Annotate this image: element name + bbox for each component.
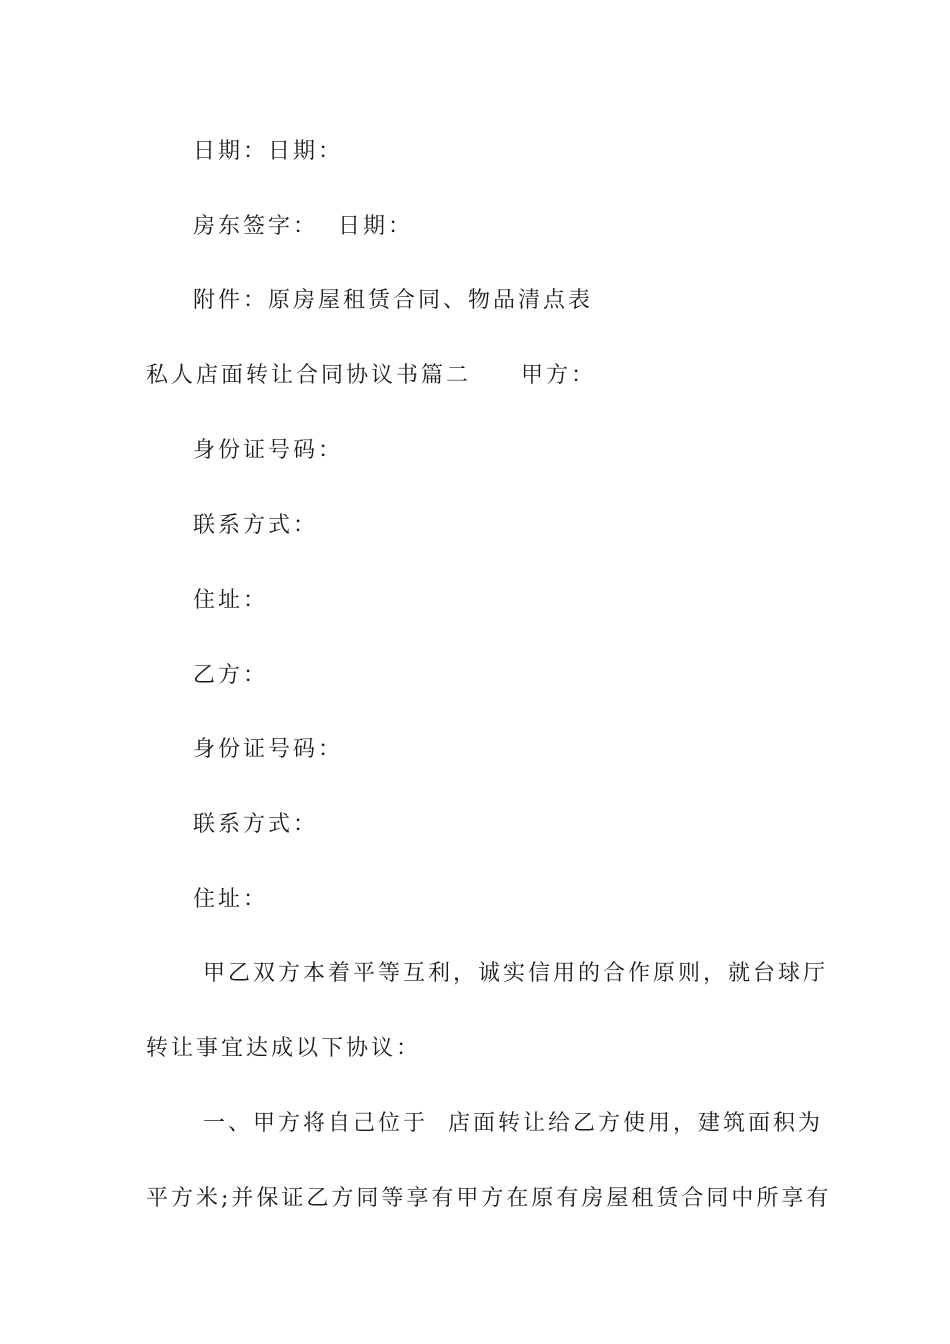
clause-one-line-1: 一、甲方将自己位于 店面转让给乙方使用，建筑面积为 — [193, 1111, 823, 1136]
party-b-contact-label: 联系方式： — [193, 812, 319, 837]
clause-one-line-2: 平方米;并保证乙方同等享有甲方在原有房屋租赁合同中所享有 — [146, 1186, 832, 1211]
agreement-intro-line-1: 甲乙双方本着平等互利，诚实信用的合作原则，就台球厅 — [193, 961, 828, 986]
attachment-line: 附件：原房屋租赁合同、物品清点表 — [193, 288, 594, 313]
landlord-signature-line: 房东签字： 日期： — [193, 214, 413, 239]
party-a-id-label: 身份证号码： — [193, 438, 344, 463]
party-a-contact-label: 联系方式： — [193, 513, 319, 538]
party-b-address-label: 住址： — [193, 887, 269, 912]
party-b-id-label: 身份证号码： — [193, 737, 344, 762]
date-line: 日期：日期： — [193, 139, 344, 164]
party-a-address-label: 住址： — [193, 588, 269, 613]
section-heading: 私人店面转让合同协议书篇二 甲方： — [146, 363, 596, 388]
party-b-label: 乙方： — [193, 663, 269, 688]
agreement-intro-line-2: 转让事宜达成以下协议： — [146, 1036, 422, 1061]
